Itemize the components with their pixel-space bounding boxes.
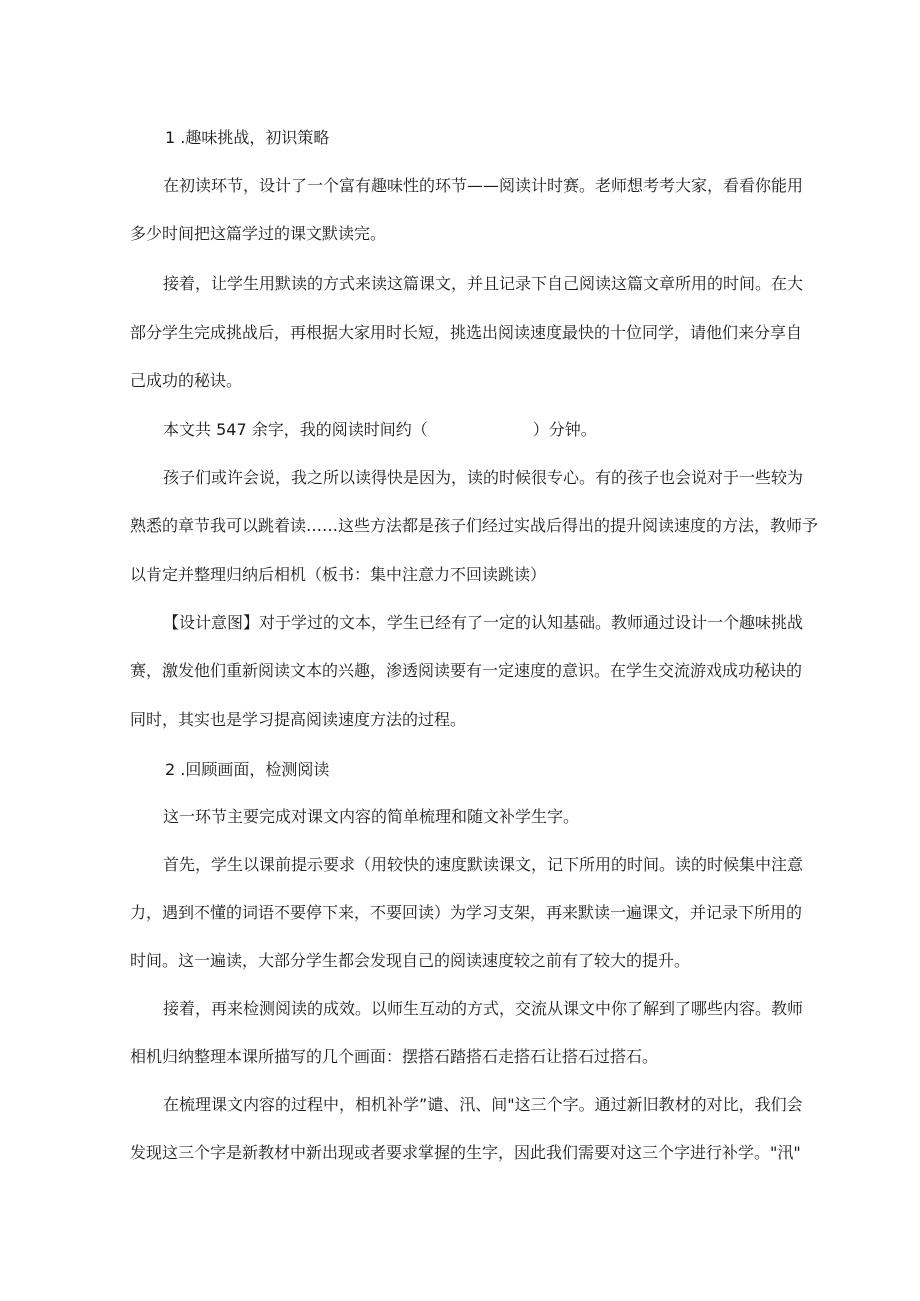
paragraph-4-line-2: 熟悉的章节我可以跳着读……这些方法都是孩子们经过实战后得出的提升阅读速度的方法，教师予 <box>130 516 819 535</box>
section-1-heading: 1 .趣味挑战，初识策略 <box>165 128 330 147</box>
paragraph-5-line-1: 【设计意图】对于学过的文本，学生已经有了一定的认知基础。教师通过设计一个趣味挑战 <box>163 613 804 632</box>
paragraph-8-line-2: 相机归纳整理本课所描写的几个画面：摆搭石踏搭石走搭石让搭石过搭石。 <box>130 1047 659 1066</box>
paragraph-4-line-3: 以肯定并整理归纳后相机（板书：集中注意力不回读跳读） <box>130 565 547 584</box>
paragraph-2-line-3: 己成功的秘诀。 <box>130 371 243 390</box>
paragraph-1-line-1: 在初读环节，设计了一个富有趣味性的环节——阅读计时赛。老师想考考大家，看看你能用 <box>163 176 804 195</box>
paragraph-7-line-1: 首先，学生以课前提示要求（用较快的速度默读课文，记下所用的时间。读的时候集中注意 <box>163 855 804 874</box>
paragraph-2-line-2: 部分学生完成挑战后，再根据大家用时长短，挑选出阅读速度最快的十位同学，请他们来分享自 <box>130 323 803 342</box>
paragraph-1-line-2: 多少时间把这篇学过的课文默读完。 <box>130 224 387 243</box>
paragraph-4-line-1: 孩子们或许会说，我之所以读得快是因为，读的时候很专心。有的孩子也会说对于一些较为 <box>163 468 804 487</box>
paragraph-5-line-3: 同时，其实也是学习提高阅读速度方法的过程。 <box>130 710 467 729</box>
reading-time-suffix: ）分钟。 <box>532 420 597 439</box>
paragraph-9-line-1: 在梳理课文内容的过程中，相机补学”谴、汛、间"这三个字。通过新旧教材的对比，我们会 <box>163 1095 803 1114</box>
paragraph-2-line-1: 接着，让学生用默读的方式来读这篇课文，并且记录下自己阅读这篇文章所用的时间。在大 <box>163 274 804 293</box>
paragraph-9-line-2: 发现这三个字是新教材中新出现或者要求掌握的生字，因此我们需要对这三个字进行补学。"汛" <box>130 1143 801 1162</box>
paragraph-6: 这一环节主要完成对课文内容的简单梳理和随文补学生字。 <box>163 807 580 826</box>
paragraph-7-line-3: 时间。这一遍读，大部分学生都会发现自己的阅读速度较之前有了较大的提升。 <box>130 951 691 970</box>
section-2-heading: 2 .回顾画面，检测阅读 <box>165 760 330 779</box>
paragraph-7-line-2: 力，遇到不懂的词语不要停下来，不要回读）为学习支架，再来默读一遍课文，并记录下所用的 <box>130 903 803 922</box>
paragraph-3 <box>0 418 920 442</box>
paragraph-5-line-2: 赛，激发他们重新阅读文本的兴趣，渗透阅读要有一定速度的意识。在学生交流游戏成功秘诀的 <box>130 661 803 680</box>
paragraph-8-line-1: 接着，再来检测阅读的成效。以师生互动的方式，交流从课文中你了解到了哪些内容。教师 <box>163 999 804 1018</box>
reading-time-prefix: 本文共 547 余字，我的阅读时间约（ <box>163 420 428 439</box>
